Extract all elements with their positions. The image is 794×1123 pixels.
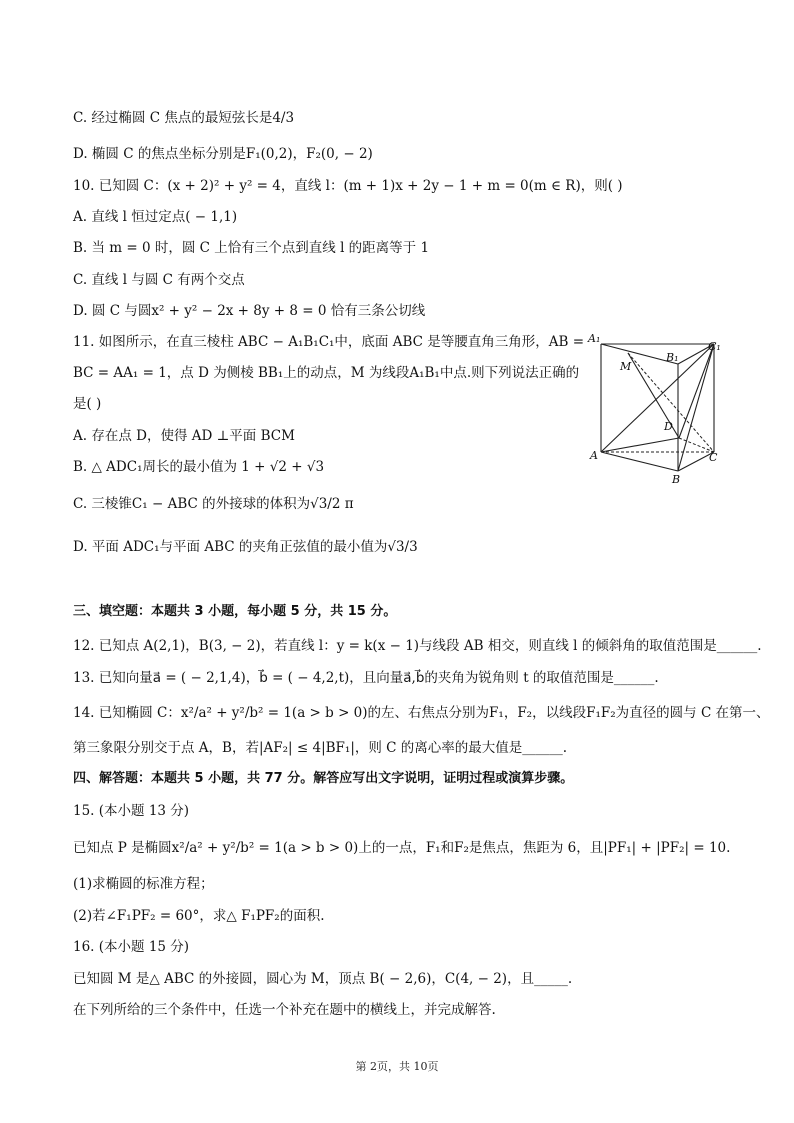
label-a1: A₁ [588, 332, 601, 345]
question-11-line2: BC = AA₁ = 1，点 D 为侧棱 BB₁上的动点，M 为线段A₁B₁中点.则下列说法正确的 [73, 365, 580, 381]
label-a: A [590, 449, 598, 462]
line-c-option: C. 经过椭圆 C 焦点的最短弦长是4/3 [73, 110, 295, 126]
section-4-heading: 四、解答题：本题共 5 小题，共 77 分。解答应写出文字说明，证明过程或演算步骤。 [73, 771, 574, 786]
label-c: C [709, 451, 718, 464]
question-15-body: 已知点 P 是椭圆x²/a² + y²/b² = 1(a > b > 0)上的一点，F₁和F₂是焦点，焦距为 6，且|PF₁| + |PF₂| = 10. [73, 840, 731, 856]
q10-option-b: B. 当 m = 0 时，圆 C 上恰有三个点到直线 l 的距离等于 1 [73, 240, 430, 256]
q10-option-a: A. 直线 l 恒过定点( − 1,1) [73, 209, 238, 225]
question-15-header: 15. (本小题 13 分) [73, 803, 190, 819]
q10-option-c: C. 直线 l 与圆 C 有两个交点 [73, 272, 245, 288]
question-16-instruction: 在下列所给的三个条件中，任选一个补充在题中的横线上，并完成解答. [73, 1002, 496, 1018]
label-b1: B₁ [666, 351, 679, 364]
q11-option-d: D. 平面 ADC₁与平面 ABC 的夹角正弦值的最小值为√3/3 [73, 539, 418, 555]
label-d: D [664, 420, 673, 433]
question-16-header: 16. (本小题 15 分) [73, 939, 190, 955]
question-16-body: 已知圆 M 是△ ABC 的外接圆，圆心为 M，顶点 B( − 2,6)，C(4, − 2)，且_____. [73, 971, 573, 987]
question-10: 10. 已知圆 C：(x + 2)² + y² = 4，直线 l：(m + 1)x + 2y − 1 + m = 0(m ∈ R)，则( ) [73, 178, 623, 194]
q10-option-d: D. 圆 C 与圆x² + y² − 2x + 8y + 8 = 0 恰有三条公切线 [73, 303, 426, 319]
question-15-part1: (1)求椭圆的标准方程； [73, 876, 214, 892]
question-11-line3: 是( ) [73, 396, 102, 412]
label-m: M [620, 360, 632, 373]
label-b: B [672, 473, 681, 486]
label-c1: C₁ [708, 340, 721, 353]
question-14-line2: 第三象限分别交于点 A，B，若|AF₂| ≤ 4|BF₁|，则 C 的离心率的最大值是______. [73, 740, 568, 756]
page-footer: 第 2页，共 10页 [355, 1060, 439, 1073]
prism-figure [586, 328, 726, 488]
question-14-line1: 14. 已知椭圆 C：x²/a² + y²/b² = 1(a > b > 0)的左、右焦点分别为F₁，F₂，以线段F₁F₂为直径的圆与 C 在第一、 [73, 705, 770, 721]
question-15-part2: (2)若∠F₁PF₂ = 60°，求△ F₁PF₂的面积. [73, 908, 325, 924]
question-12: 12. 已知点 A(2,1)，B(3, − 2)，若直线 l：y = k(x − 1)与线段 AB 相交，则直线 l 的倾斜角的取值范围是______. [73, 638, 762, 654]
q11-option-c: C. 三棱锥C₁ − ABC 的外接球的体积为√3/2 π [73, 496, 354, 512]
q11-option-b: B. △ ADC₁周长的最小值为 1 + √2 + √3 [73, 459, 325, 475]
section-3-heading: 三、填空题：本题共 3 小题，每小题 5 分，共 15 分。 [73, 604, 397, 619]
question-13: 13. 已知向量a⃗ = ( − 2,1,4)，b⃗ = ( − 4,2,t)，且向量a⃗,b⃗的夹角为锐角则 t 的取值范围是______. [73, 670, 659, 686]
question-11-line1: 11. 如图所示，在直三棱柱 ABC − A₁B₁C₁中，底面 ABC 是等腰直角三角形，AB = [73, 334, 585, 350]
line-d-option: D. 椭圆 C 的焦点坐标分别是F₁(0,2)，F₂(0, − 2) [73, 146, 373, 162]
q11-option-a: A. 存在点 D，使得 AD ⊥平面 BCM [73, 428, 295, 444]
